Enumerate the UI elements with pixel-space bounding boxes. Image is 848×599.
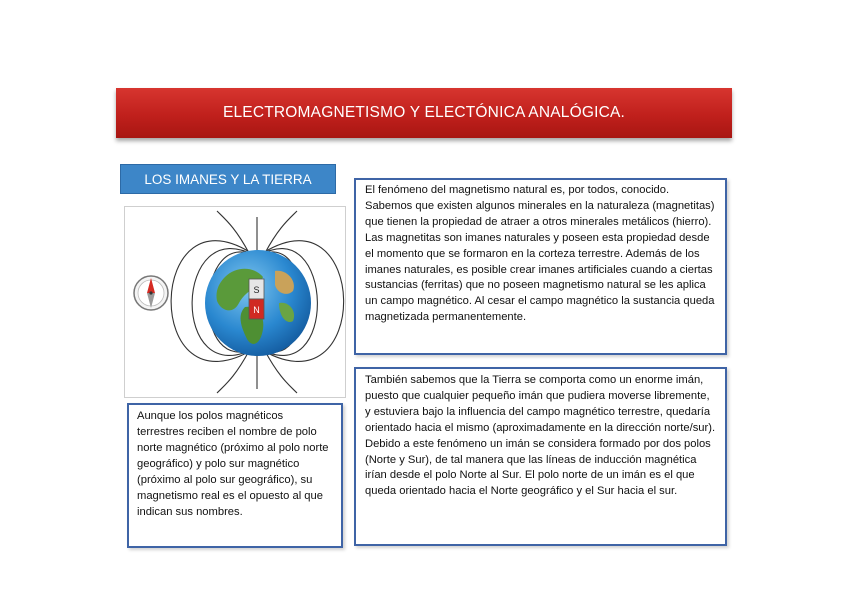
page-title: ELECTROMAGNETISMO Y ELECTÓNICA ANALÓGICA.	[222, 104, 626, 121]
title-banner	[116, 88, 732, 138]
magnet-north-label: N	[253, 305, 260, 315]
earth-field-illustration	[125, 207, 345, 397]
compass-icon	[134, 276, 168, 310]
bar-magnet	[249, 279, 264, 319]
intro-text-box	[354, 178, 727, 355]
poles-paragraph: Aunque los polos magnéticos terrestres reciben el nombre de polo norte magnético (próximo al polo norte geográfico) y polo sur magnético (próximo al polo sur geográfico), su magnetismo real es el opuesto al que indican sus nombres.	[137, 410, 329, 518]
section-title: LOS IMANES Y LA TIERRA	[144, 171, 312, 187]
poles-text-box	[127, 403, 343, 548]
earth-magnet-text-box	[354, 367, 727, 546]
intro-paragraph: El fenómeno del magnetismo natural es, por todos, conocido. Sabemos que existen algunos minerales en la naturaleza (magnetitas) que tienen la propiedad de atraer a otros minerales metálicos (hierro). Las magnetitas son imanes naturales y poseen esta propiedad desde el momento que se formaron en la corteza terrestre. Además de los imanes naturales, es posible crear imanes artificiales cuando a ciertas sustancias (ferritas) que no poseen magnetismo natural se les aplica un campo magnético. Al cesar el campo magnético la sustancia queda magnetizada permanentemente.	[365, 184, 715, 324]
magnet-south-label: S	[253, 285, 260, 295]
earth-magnetic-field-figure	[124, 206, 346, 398]
section-header	[120, 164, 336, 194]
earth-magnet-paragraph: También sabemos que la Tierra se comporta como un enorme imán, puesto que cualquier pequeño imán que pudiera moverse libremente, y estuviera bajo la influencia del campo magnético terrestre, quedaría orientado hacia el mismo (aproximadamente en la dirección norte/sur). Debido a este fenómeno un imán se considera formado por dos polos (Norte y Sur), de tal manera que las líneas de inducción magnética irían desde el polo Norte al Sur. El polo norte de un imán es el que queda orientado hacia el Norte geográfico y el Sur hacia el sur.	[365, 374, 716, 498]
